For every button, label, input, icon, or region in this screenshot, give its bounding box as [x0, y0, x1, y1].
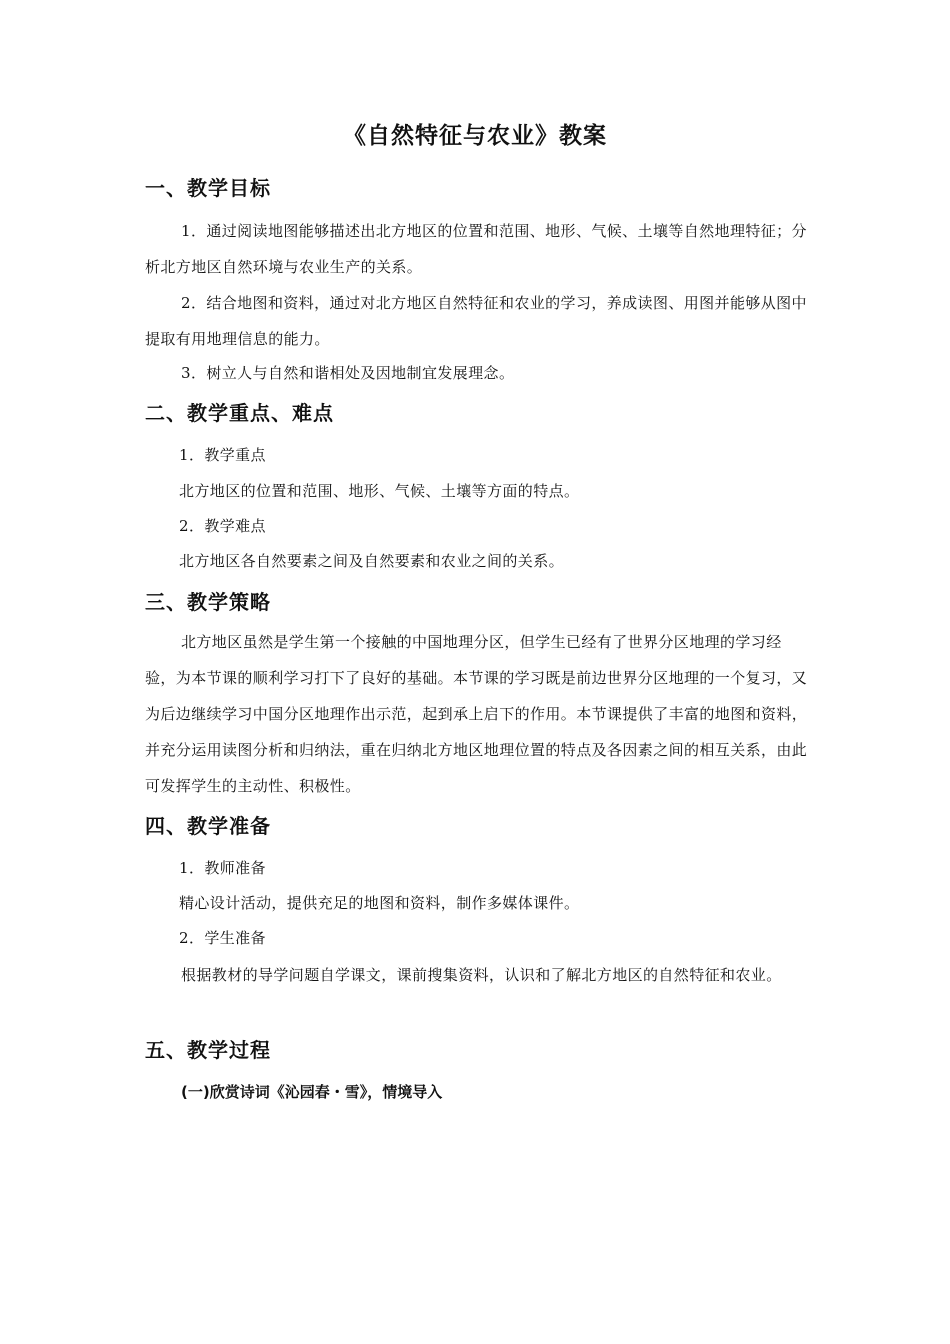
subheading-difficulty: 2．教学难点 — [179, 517, 266, 535]
process-step-1: (一)欣赏诗词《沁园春・雪》，情境导入 — [181, 1083, 443, 1101]
objective-paragraph-3: 3．树立人与自然和谐相处及因地制宜发展理念。 — [181, 364, 515, 382]
strategy-paragraph: 北方地区虽然是学生第一个接触的中国地理分区，但学生已经有了世界分区地理的学习经验，为本节课的顺利学习打下了良好的基础。本节课的学习既是前边世界分区地理的一个复习，又为后边继续学习中国分区地理作出示范，起到承上启下的作用。本节课提供了丰富的地图和资料，并充分运用读图分析和归纳法，重在归纳北方地区地理位置的特点及各因素之间的相互关系，由此可发挥学生的主动性、积极性。 — [145, 633, 808, 795]
subheading-teacher-prep: 1．教师准备 — [179, 859, 266, 877]
student-prep-paragraph: 根据教材的导学问题自学课文，课前搜集资料，认识和了解北方地区的自然特征和农业。 — [181, 966, 782, 984]
objective-paragraph-2: 2．结合地图和资料，通过对北方地区自然特征和农业的学习，养成读图、用图并能够从图中提取有用地理信息的能力。 — [145, 294, 807, 348]
section-heading-strategy: 三、教学策略 — [145, 590, 271, 614]
key-point-text: 北方地区的位置和范围、地形、气候、土壤等方面的特点。 — [179, 482, 580, 500]
section-heading-objectives: 一、教学目标 — [145, 176, 271, 200]
difficulty-text: 北方地区各自然要素之间及自然要素和农业之间的关系。 — [179, 552, 565, 570]
subheading-student-prep: 2．学生准备 — [179, 929, 266, 947]
section-heading-process: 五、教学过程 — [145, 1038, 271, 1062]
teacher-prep-text: 精心设计活动，提供充足的地图和资料，制作多媒体课件。 — [179, 894, 580, 912]
objective-paragraph-1: 1．通过阅读地图能够描述出北方地区的位置和范围、地形、气候、土壤等自然地理特征；分析北方地区自然环境与农业生产的关系。 — [145, 222, 807, 276]
document-title: 《自然特征与农业》教案 — [343, 123, 607, 149]
section-heading-preparation: 四、教学准备 — [145, 814, 271, 838]
subheading-key-point: 1．教学重点 — [179, 446, 266, 464]
section-heading-key-points: 二、教学重点、难点 — [145, 401, 334, 425]
